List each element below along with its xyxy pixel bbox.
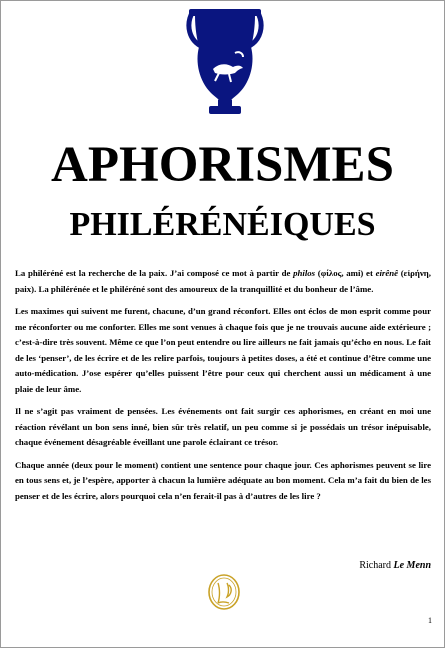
title-line-1: APHORISMES: [51, 137, 394, 193]
body-text: [15, 266, 431, 511]
paragraph-2: Les maximes qui suivent me furent, chacune, d’un grand réconfort. Elles ont éclos de mon esprit comme pour me réconforter ou me conforter. Elles me sont venues à chaque fois que je ne trouvais aucune aide extérieure ; c’est-à-dire très souvent. Même ce que l’on peut entendre ou lire ailleurs ne fait jamais qu’écho en nous. Le fait de les ‘penser’, de les écrire et de les relire parfois, toujours à petites doses, a été et continue d’être comme une auto-médication. J’ose espérer qu’elles puissent l’être pour ceux qui cherchent aussi un médicament à une plaie de leur âme.: [15, 306, 431, 394]
greek-vase-icon: [185, 7, 265, 117]
page-number: 1: [428, 616, 432, 625]
monogram-seal-icon: [207, 573, 241, 611]
title-line-2: PHILÉRÉNÉIQUES: [69, 206, 376, 243]
paragraph-1: La philéréné est la recherche de la paix. J’ai composé ce mot à partir de philos (φίλος, ami) et eirênê (εἰρήνη, paix). La philérénée et le philéréné sont des amoureux de la tranquillité et du bonheur de l’âme.: [15, 268, 431, 294]
paragraph-4: Chaque année (deux pour le moment) contient une sentence pour chaque jour. Ces aphorismes peuvent se lire en tous sens et, je l’espère, apporter à chacun la lumière adéquate au bon moment. Cela m’a fait du bien de les penser et de les écrire, alors pourquoi cela n’en ferait-il pas à d’autres de les lire ?: [15, 459, 431, 501]
author-signature: Richard Le Menn: [359, 560, 431, 571]
paragraph-3: Il ne s’agit pas vraiment de pensées. Les événements ont fait surgir ces aphorismes, en créant en moi une réaction révélant un bon sens inné, bien sûr très relatif, un peu comme si je possédais un trésor inépuisable, chaque événement désagréable éveillant une parole éclairant ce trésor.: [15, 406, 431, 447]
